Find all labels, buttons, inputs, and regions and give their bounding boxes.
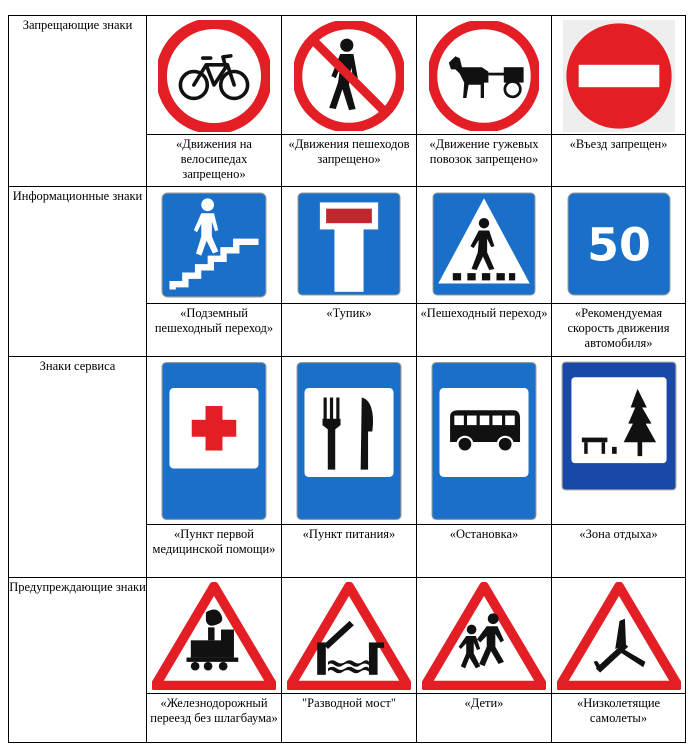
speed-value: 50 (586, 218, 651, 272)
sign-caption: «Зона отдыха» (552, 525, 686, 578)
table-row (9, 578, 686, 694)
sign-caption: «Движения пешеходов запрещено» (282, 135, 417, 187)
children-sign-icon (422, 582, 546, 690)
sign-image-cell (417, 578, 552, 694)
no-bicycles-sign-icon (158, 20, 270, 132)
sign-caption: «Движение гужевых повозок запрещено» (417, 135, 552, 187)
rest-area-sign-icon (561, 361, 677, 491)
category-cell: Запрещающие знаки (9, 16, 147, 187)
road-signs-table (8, 15, 686, 743)
sign-image-cell (282, 357, 417, 525)
sign-image-cell (417, 187, 552, 304)
sign-image-cell (552, 357, 686, 525)
sign-image-cell (417, 16, 552, 135)
sign-caption: «Низколетящие самолеты» (552, 694, 686, 743)
drawbridge-sign-icon (287, 582, 411, 690)
sign-image-cell (147, 187, 282, 304)
low-flying-aircraft-sign-icon (557, 582, 681, 690)
railway-crossing-sign-icon (152, 582, 276, 690)
sign-caption: «Пункт питания» (282, 525, 417, 578)
sign-caption: "Разводной мост" (282, 694, 417, 743)
table-row (9, 357, 686, 525)
sign-caption: «Тупик» (282, 304, 417, 357)
sign-image-cell (552, 578, 686, 694)
sign-image-cell (552, 187, 686, 304)
sign-caption: «Движения на велосипедах запрещено» (147, 135, 282, 187)
sign-caption: «Подземный пешеходный переход» (147, 304, 282, 357)
food-point-sign-icon (296, 361, 402, 521)
sign-image-cell (552, 16, 686, 135)
sign-image-cell (147, 578, 282, 694)
pedestrian-crossing-sign-icon (432, 192, 536, 296)
sign-caption: «Пешеходный переход» (417, 304, 552, 357)
sign-image-cell (417, 357, 552, 525)
category-cell: Предупреждающие знаки (9, 578, 147, 743)
sign-caption: «Дети» (417, 694, 552, 743)
table-row (9, 187, 686, 304)
sign-image-cell (147, 357, 282, 525)
no-horse-carts-sign-icon (429, 21, 539, 131)
sign-caption: «Остановка» (417, 525, 552, 578)
sign-caption: «Железнодорожный переезд без шлагбаума» (147, 694, 282, 743)
first-aid-sign-icon (161, 361, 267, 521)
dead-end-sign-icon (297, 192, 401, 296)
sign-image-cell (282, 578, 417, 694)
no-entry-sign-icon (563, 20, 675, 132)
category-cell: Знаки сервиса (9, 357, 147, 578)
category-cell: Информационные знаки (9, 187, 147, 357)
sign-caption: «Пункт первой медицинской помощи» (147, 525, 282, 578)
sign-caption: «Въезд запрещен» (552, 135, 686, 187)
sign-caption: «Рекомендуемая скорость движения автомобиля» (552, 304, 686, 357)
table-row (9, 16, 686, 135)
sign-image-cell (282, 16, 417, 135)
bus-stop-sign-icon (431, 361, 537, 521)
recommended-speed-sign-icon (567, 192, 671, 296)
sign-image-cell (147, 16, 282, 135)
sign-image-cell (282, 187, 417, 304)
underground-crossing-sign-icon (161, 192, 267, 298)
no-pedestrians-sign-icon (294, 21, 404, 131)
